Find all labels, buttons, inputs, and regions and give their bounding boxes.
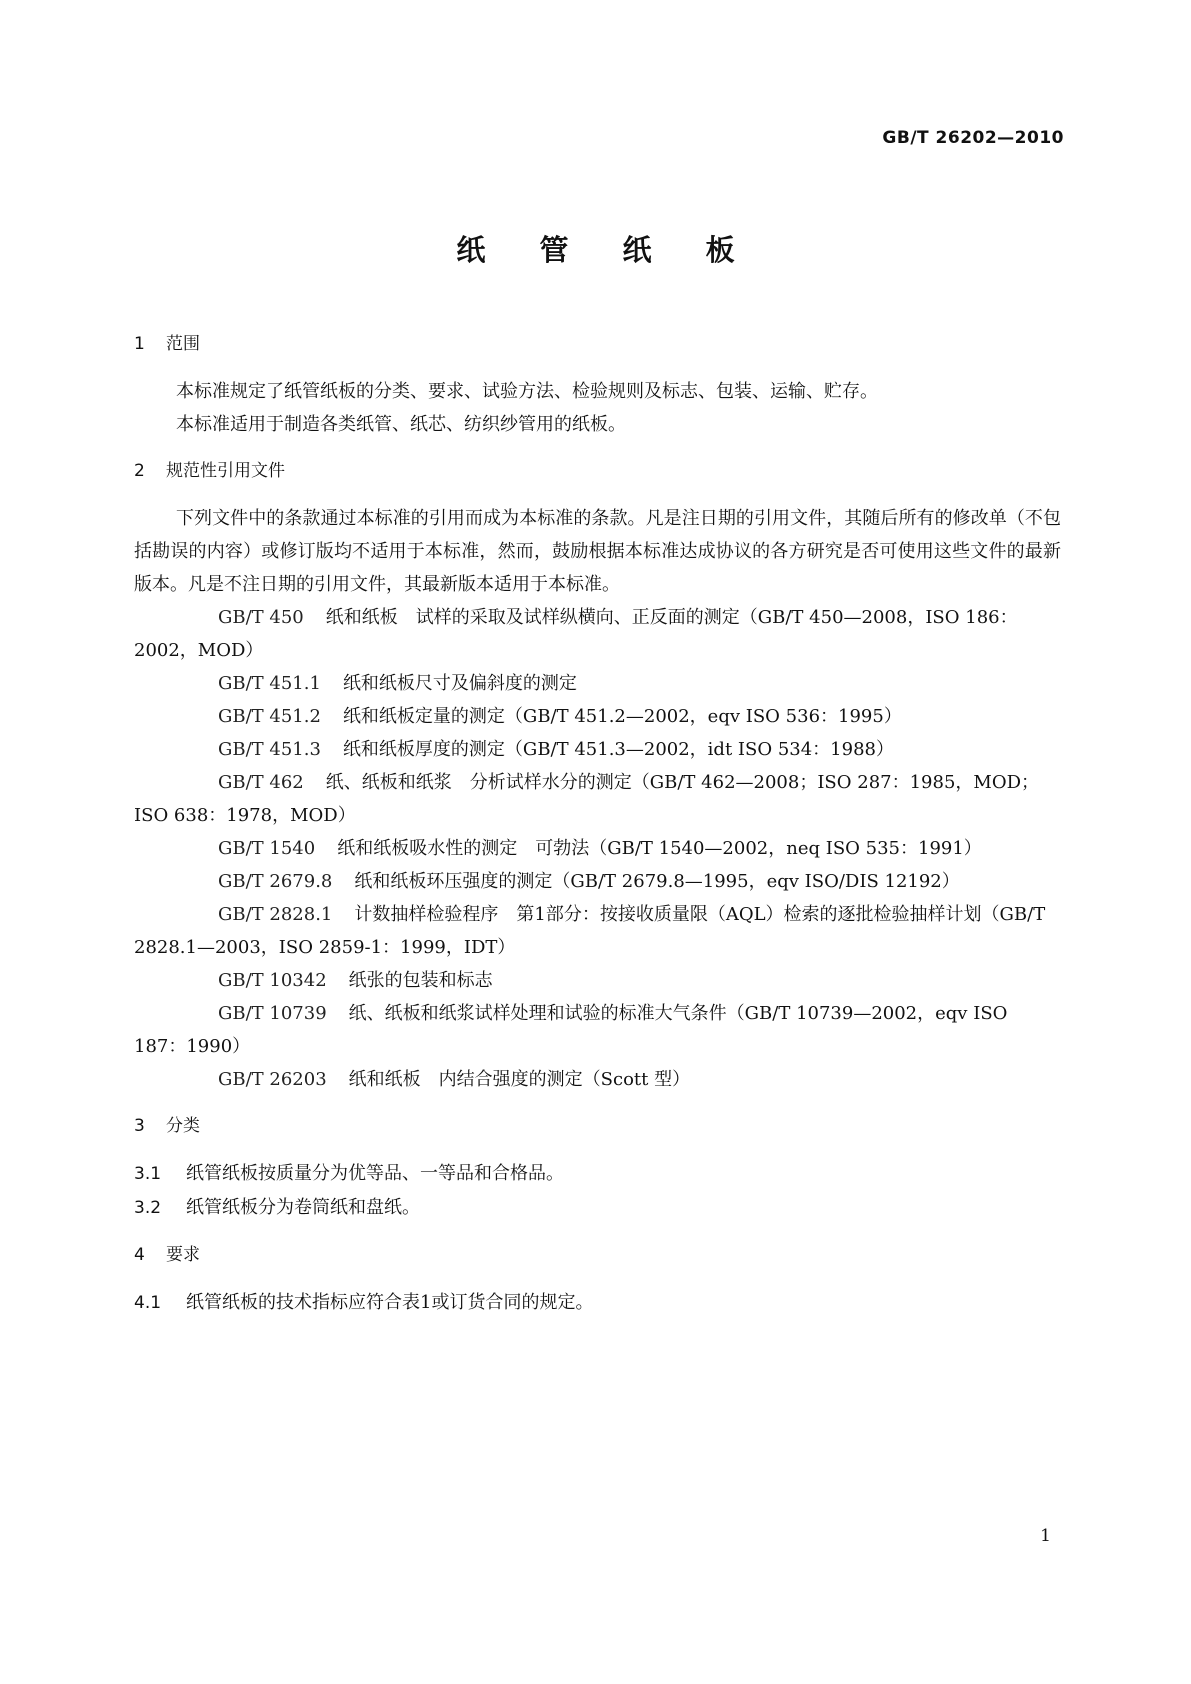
reference-item	[134, 733, 1061, 766]
clause-item	[134, 1286, 1061, 1320]
reference-item	[134, 997, 1061, 1063]
clause-text: 纸管纸板分为卷筒纸和盘纸。	[186, 1197, 420, 1218]
clause-number: 3.2	[134, 1198, 162, 1218]
reference-code: GB/T 451.3	[218, 739, 321, 760]
section-number: 1	[134, 334, 145, 354]
reference-text: 纸和纸板厚度的测定（GB/T 451.3—2002，idt ISO 534：1988）	[342, 739, 894, 760]
reference-item	[134, 898, 1061, 964]
section-title: 规范性引用文件	[166, 461, 285, 481]
clause-text: 纸管纸板的技术指标应符合表1或订货合同的规定。	[186, 1292, 594, 1313]
section-heading-normative-references	[134, 455, 1061, 488]
section-title: 要求	[166, 1245, 200, 1265]
standard-code: GB/T 26202—2010	[882, 128, 1064, 148]
reference-item	[134, 667, 1061, 700]
reference-item	[134, 964, 1061, 997]
reference-item	[134, 832, 1061, 865]
reference-item	[134, 1063, 1061, 1096]
reference-code: GB/T 10739	[218, 1003, 327, 1024]
section-number: 3	[134, 1116, 145, 1136]
clause-item	[134, 1191, 1061, 1225]
reference-text: 纸和纸板 试样的采取及试样纵横向、正反面的测定（GB/T 450—2008，ISO 186：2002，MOD）	[134, 607, 1018, 661]
reference-code: GB/T 450	[218, 607, 304, 628]
clause-number: 4.1	[134, 1293, 162, 1313]
reference-item	[134, 601, 1061, 667]
reference-code: GB/T 451.2	[218, 706, 321, 727]
section-heading-scope	[134, 328, 1061, 361]
clause-item	[134, 1157, 1061, 1191]
reference-text: 计数抽样检验程序 第1部分：按接收质量限（AQL）检索的逐批检验抽样计划（GB/T 2828.1—2003，ISO 2859-1：1999，IDT）	[134, 904, 1046, 958]
paragraph: 本标准规定了纸管纸板的分类、要求、试验方法、检验规则及标志、包装、运输、贮存。	[176, 381, 878, 402]
paragraph: 下列文件中的条款通过本标准的引用而成为本标准的条款。凡是注日期的引用文件，其随后所有的修改单（不包括勘误的内容）或修订版均不适用于本标准，然而，鼓励根据本标准达成协议的各方研究是否可使用这些文件的最新版本。凡是不注日期的引用文件，其最新版本适用于本标准。	[134, 508, 1061, 595]
reference-item	[134, 700, 1061, 733]
page-number: 1	[1040, 1526, 1051, 1546]
reference-code: GB/T 2679.8	[218, 871, 333, 892]
section-title: 范围	[166, 334, 200, 354]
section-number: 2	[134, 461, 145, 481]
section-number: 4	[134, 1245, 145, 1265]
reference-code: GB/T 26203	[218, 1069, 327, 1090]
clause-number: 3.1	[134, 1164, 162, 1184]
reference-code: GB/T 2828.1	[218, 904, 333, 925]
reference-text: 纸张的包装和标志	[348, 970, 493, 991]
reference-text: 纸、纸板和纸浆 分析试样水分的测定（GB/T 462—2008；ISO 287：1985，MOD；ISO 638：1978，MOD）	[134, 772, 1040, 826]
reference-code: GB/T 10342	[218, 970, 327, 991]
reference-text: 纸和纸板环压强度的测定（GB/T 2679.8—1995，eqv ISO/DIS 12192）	[354, 871, 960, 892]
reference-code: GB/T 462	[218, 772, 304, 793]
reference-text: 纸和纸板 内结合强度的测定（Scott 型）	[348, 1069, 691, 1090]
document-title: 纸 管 纸 板	[456, 233, 757, 267]
section-heading-classification	[134, 1110, 1061, 1143]
reference-text: 纸、纸板和纸浆试样处理和试验的标准大气条件（GB/T 10739—2002，eqv ISO 187：1990）	[134, 1003, 1008, 1057]
reference-item	[134, 766, 1061, 832]
document-body	[134, 328, 1061, 1320]
section-heading-requirements	[134, 1239, 1061, 1272]
paragraph: 本标准适用于制造各类纸管、纸芯、纺织纱管用的纸板。	[176, 414, 626, 435]
reference-text: 纸和纸板吸水性的测定 可勃法（GB/T 1540—2002，neq ISO 535：1991）	[337, 838, 982, 859]
section-title: 分类	[166, 1116, 200, 1136]
reference-item	[134, 865, 1061, 898]
reference-text: 纸和纸板尺寸及偏斜度的测定	[342, 673, 577, 694]
reference-text: 纸和纸板定量的测定（GB/T 451.2—2002，eqv ISO 536：1995）	[342, 706, 902, 727]
reference-code: GB/T 451.1	[218, 673, 321, 694]
clause-text: 纸管纸板按质量分为优等品、一等品和合格品。	[186, 1163, 564, 1184]
reference-code: GB/T 1540	[218, 838, 316, 859]
